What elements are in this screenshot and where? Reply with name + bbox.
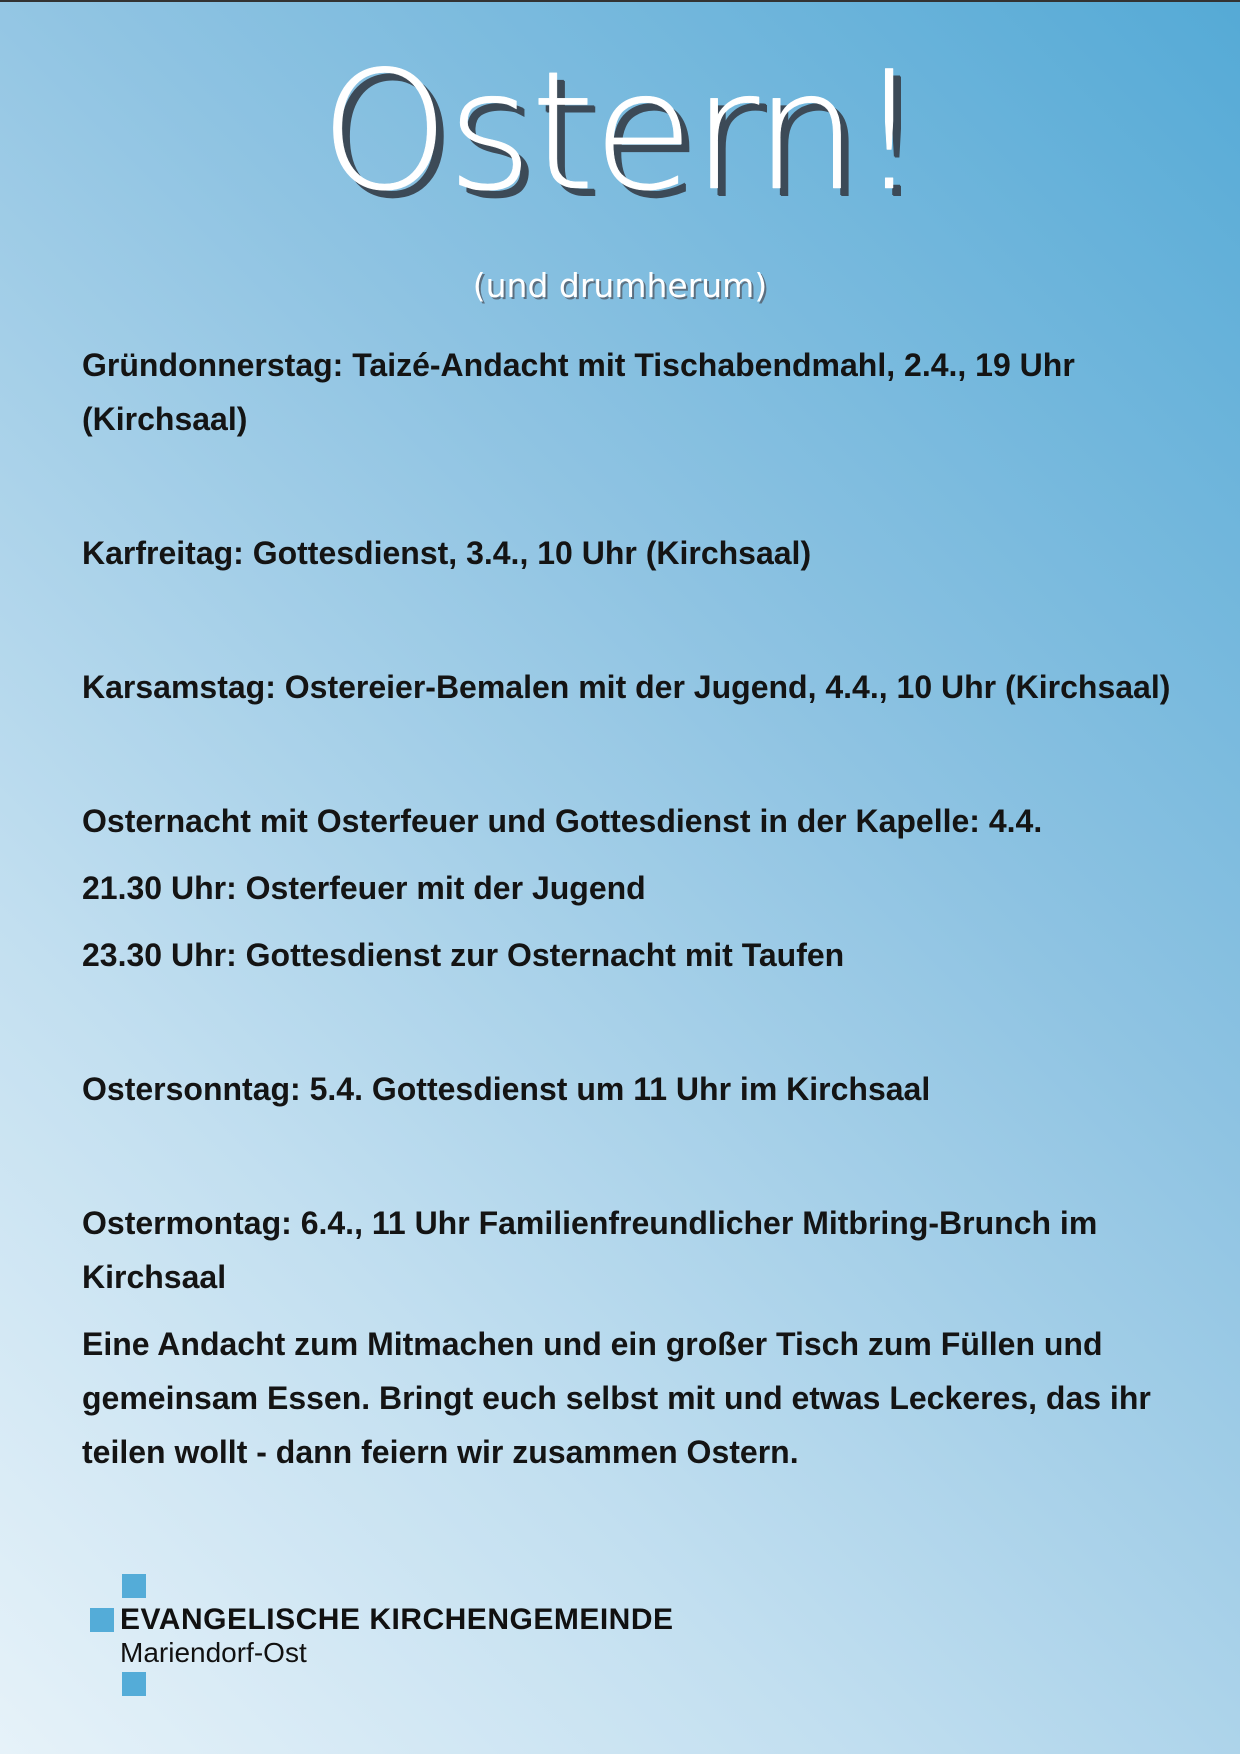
- event-ostermontag-description: Eine Andacht zum Mitmachen und ein großer Tisch zum Füllen und gemeinsam Essen. Bringt euch selbst mit und etwas Leckeres, das ihr teilen wollt - dann feiern wir zusammen Ostern.: [82, 1326, 1151, 1470]
- event-ostermontag: Ostermontag: 6.4., 11 Uhr Familienfreundlicher Mitbring-Brunch im Kirchsaal: [82, 1205, 1098, 1295]
- page-subtitle: (und drumherum): [472, 266, 768, 305]
- church-logo: [88, 1572, 728, 1702]
- page-title: Ostern!: [320, 36, 920, 227]
- event-karsamstag: Karsamstag: Ostereier-Bemalen mit der Jugend, 4.4., 10 Uhr (Kirchsaal): [82, 669, 1171, 705]
- event-list: [82, 338, 1182, 1479]
- event-ostersonntag: Ostersonntag: 5.4. Gottesdienst um 11 Uhr im Kirchsaal: [82, 1071, 931, 1107]
- event-gruendonnerstag: Gründonnerstag: Taizé-Andacht mit Tischabendmahl, 2.4., 19 Uhr (Kirchsaal): [82, 347, 1075, 437]
- logo-square-icon: [90, 1608, 114, 1632]
- event-osterfeuer-time: 21.30 Uhr: Osterfeuer mit der Jugend: [82, 870, 646, 906]
- logo-square-icon: [122, 1574, 146, 1598]
- event-osternacht: Osternacht mit Osterfeuer und Gottesdienst in der Kapelle: 4.4.: [82, 803, 1043, 839]
- logo-square-icon: [122, 1672, 146, 1696]
- event-karfreitag: Karfreitag: Gottesdienst, 3.4., 10 Uhr (Kirchsaal): [82, 535, 812, 571]
- event-osternacht-gottesdienst-time: 23.30 Uhr: Gottesdienst zur Osternacht mit Taufen: [82, 937, 845, 973]
- logo-organization-name: EVANGELISCHE KIRCHENGEMEINDE: [120, 1603, 674, 1636]
- logo-location: Mariendorf-Ost: [120, 1637, 307, 1668]
